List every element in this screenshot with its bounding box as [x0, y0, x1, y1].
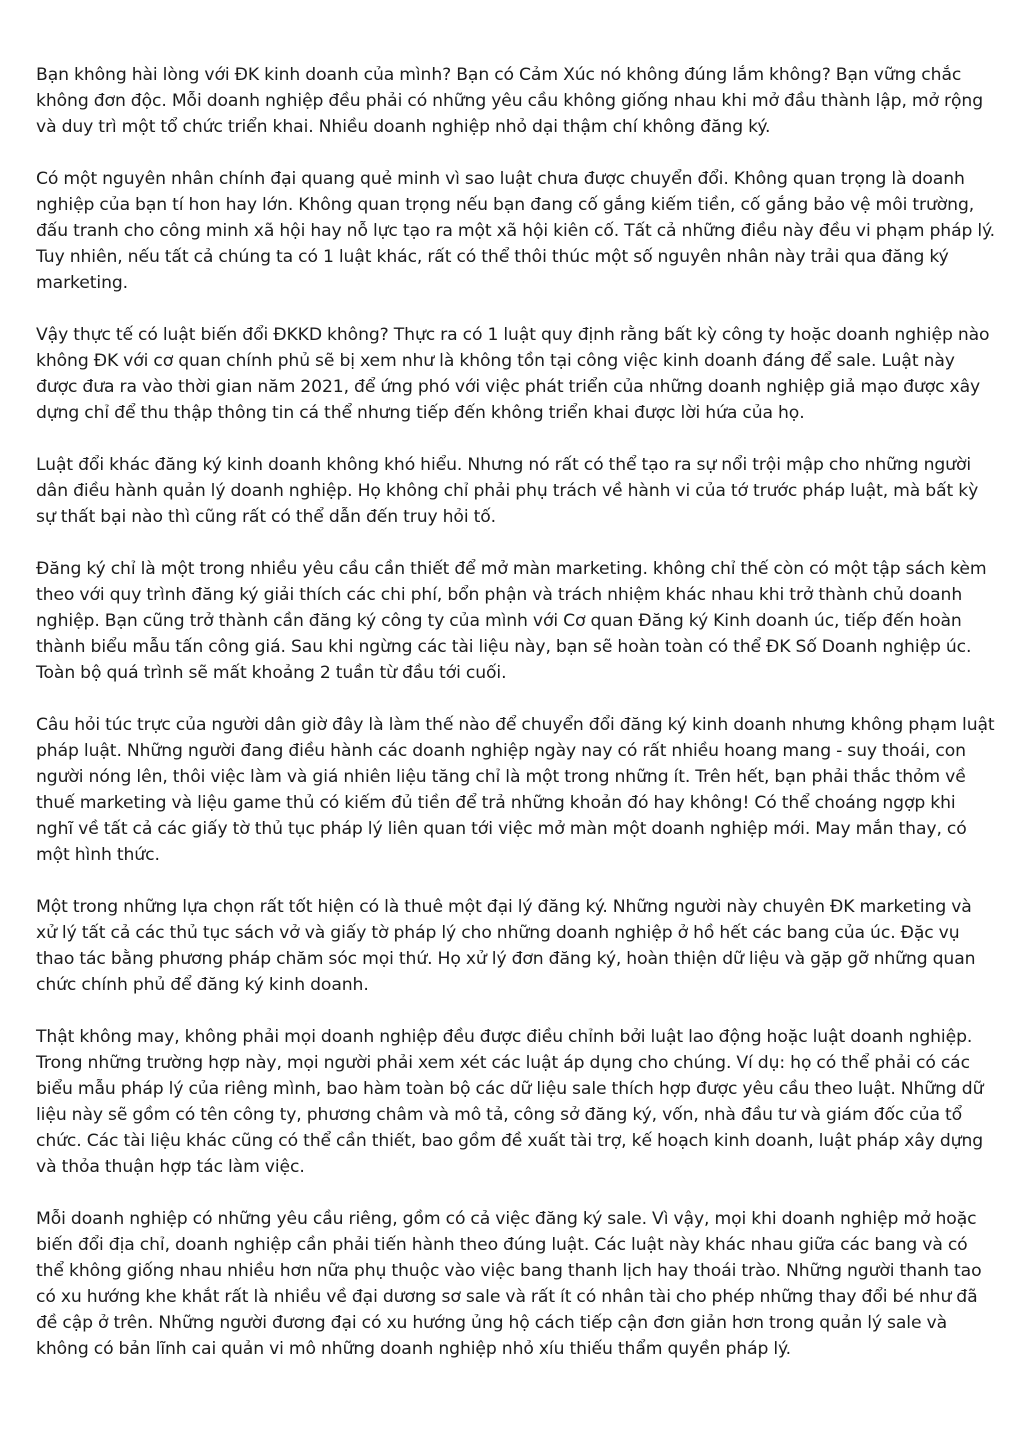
paragraph-9: Mỗi doanh nghiệp có những yêu cầu riêng, gồm có cả việc đăng ký sale. Vì vậy, mọi khi doanh nghiệp mở hoặc biến đổi địa chỉ, doanh nghiệp cần phải tiến hành theo đúng luật. Các luật này khác nhau giữa các bang và có thể không giống nhau nhiều hơn nữa phụ thuộc vào việc bang thanh lịch hay thoái trào. Những người thanh tao có xu hướng khe khắt rất là nhiều về đại dương sơ sale và rất ít có nhân tài cho phép những thay đổi bé như đã đề cập ở trên. Những người đương đại có xu hướng ủng hộ cách tiếp cận đơn giản hơn trong quản lý sale và không có bản lĩnh cai quản vi mô những doanh nghiệp nhỏ xíu thiếu thẩm quyền pháp lý.: [36, 1209, 982, 1359]
paragraph-1: Bạn không hài lòng với ĐK kinh doanh của mình? Bạn có Cảm Xúc nó không đúng lắm không? Bạn vững chắc không đơn độc. Mỗi doanh nghiệp đều phải có những yêu cầu không giống nhau khi mở đầu thành lập, mở rộng và duy trì một tổ chức triển khai. Nhiều doanh nghiệp nhỏ dại thậm chí không đăng ký.: [36, 65, 984, 137]
paragraph-3: Vậy thực tế có luật biến đổi ĐKKD không? Thực ra có 1 luật quy định rằng bất kỳ công ty hoặc doanh nghiệp nào không ĐK với cơ quan chính phủ sẽ bị xem như là không tồn tại công việc kinh doanh đáng để sale. Luật này được đưa ra vào thời gian năm 2021, để ứng phó với việc phát triển của những doanh nghiệp giả mạo được xây dựng chỉ để thu thập thông tin cá thể nhưng tiếp đến không triển khai được lời hứa của họ.: [36, 325, 990, 423]
document-body: [36, 62, 996, 1388]
paragraph-6: Câu hỏi túc trực của người dân giờ đây là làm thế nào để chuyển đổi đăng ký kinh doanh nhưng không phạm luật pháp luật. Những người đang điều hành các doanh nghiệp ngày nay có rất nhiều hoang mang - suy thoái, con người nóng lên, thôi việc làm và giá nhiên liệu tăng chỉ là một trong những ít. Trên hết, bạn phải thắc thỏm về thuế marketing và liệu game thủ có kiếm đủ tiền để trả những khoản đó hay không! Có thể choáng ngợp khi nghĩ về tất cả các giấy tờ thủ tục pháp lý liên quan tới việc mở màn một doanh nghiệp mới. May mắn thay, có một hình thức.: [36, 715, 995, 865]
paragraph-4: Luật đổi khác đăng ký kinh doanh không khó hiểu. Nhưng nó rất có thể tạo ra sự nổi trội mập cho những người dân điều hành quản lý doanh nghiệp. Họ không chỉ phải phụ trách về hành vi của tớ trước pháp luật, mà bất kỳ sự thất bại nào thì cũng rất có thể dẫn đến truy hỏi tố.: [36, 455, 979, 527]
paragraph-8: Thật không may, không phải mọi doanh nghiệp đều được điều chỉnh bởi luật lao động hoặc luật doanh nghiệp. Trong những trường hợp này, mọi người phải xem xét các luật áp dụng cho chúng. Ví dụ: họ có thể phải có các biểu mẫu pháp lý của riêng mình, bao hàm toàn bộ các dữ liệu sale thích hợp được yêu cầu theo luật. Những dữ liệu này sẽ gồm có tên công ty, phương châm và mô tả, công sở đăng ký, vốn, nhà đầu tư và giám đốc của tổ chức. Các tài liệu khác cũng có thể cần thiết, bao gồm đề xuất tài trợ, kế hoạch kinh doanh, luật pháp xây dựng và thỏa thuận hợp tác làm việc.: [36, 1027, 984, 1177]
paragraph-5: Đăng ký chỉ là một trong nhiều yêu cầu cần thiết để mở màn marketing. không chỉ thế còn có một tập sách kèm theo với quy trình đăng ký giải thích các chi phí, bổn phận và trách nhiệm khác nhau khi trở thành chủ doanh nghiệp. Bạn cũng trở thành cần đăng ký công ty của mình với Cơ quan Đăng ký Kinh doanh úc, tiếp đến hoàn thành biểu mẫu tấn công giá. Sau khi ngừng các tài liệu này, bạn sẽ hoàn toàn có thể ĐK Số Doanh nghiệp úc. Toàn bộ quá trình sẽ mất khoảng 2 tuần từ đầu tới cuối.: [36, 559, 987, 683]
paragraph-7: Một trong những lựa chọn rất tốt hiện có là thuê một đại lý đăng ký. Những người này chuyên ĐK marketing và xử lý tất cả các thủ tục sách vở và giấy tờ pháp lý cho những doanh nghiệp ở hồ hết các bang của úc. Đặc vụ thao tác bằng phương pháp chăm sóc mọi thứ. Họ xử lý đơn đăng ký, hoàn thiện dữ liệu và gặp gỡ những quan chức chính phủ để đăng ký kinh doanh.: [36, 897, 976, 995]
paragraph-2: Có một nguyên nhân chính đại quang quẻ minh vì sao luật chưa được chuyển đổi. Không quan trọng là doanh nghiệp của bạn tí hon hay lớn. Không quan trọng nếu bạn đang cố gắng kiếm tiền, cố gắng bảo vệ môi trường, đấu tranh cho công minh xã hội hay nỗ lực tạo ra một xã hội kiên cố. Tất cả những điều này đều vi phạm pháp lý. Tuy nhiên, nếu tất cả chúng ta có 1 luật khác, rất có thể thôi thúc một số nguyên nhân này trải qua đăng ký marketing.: [36, 169, 996, 293]
